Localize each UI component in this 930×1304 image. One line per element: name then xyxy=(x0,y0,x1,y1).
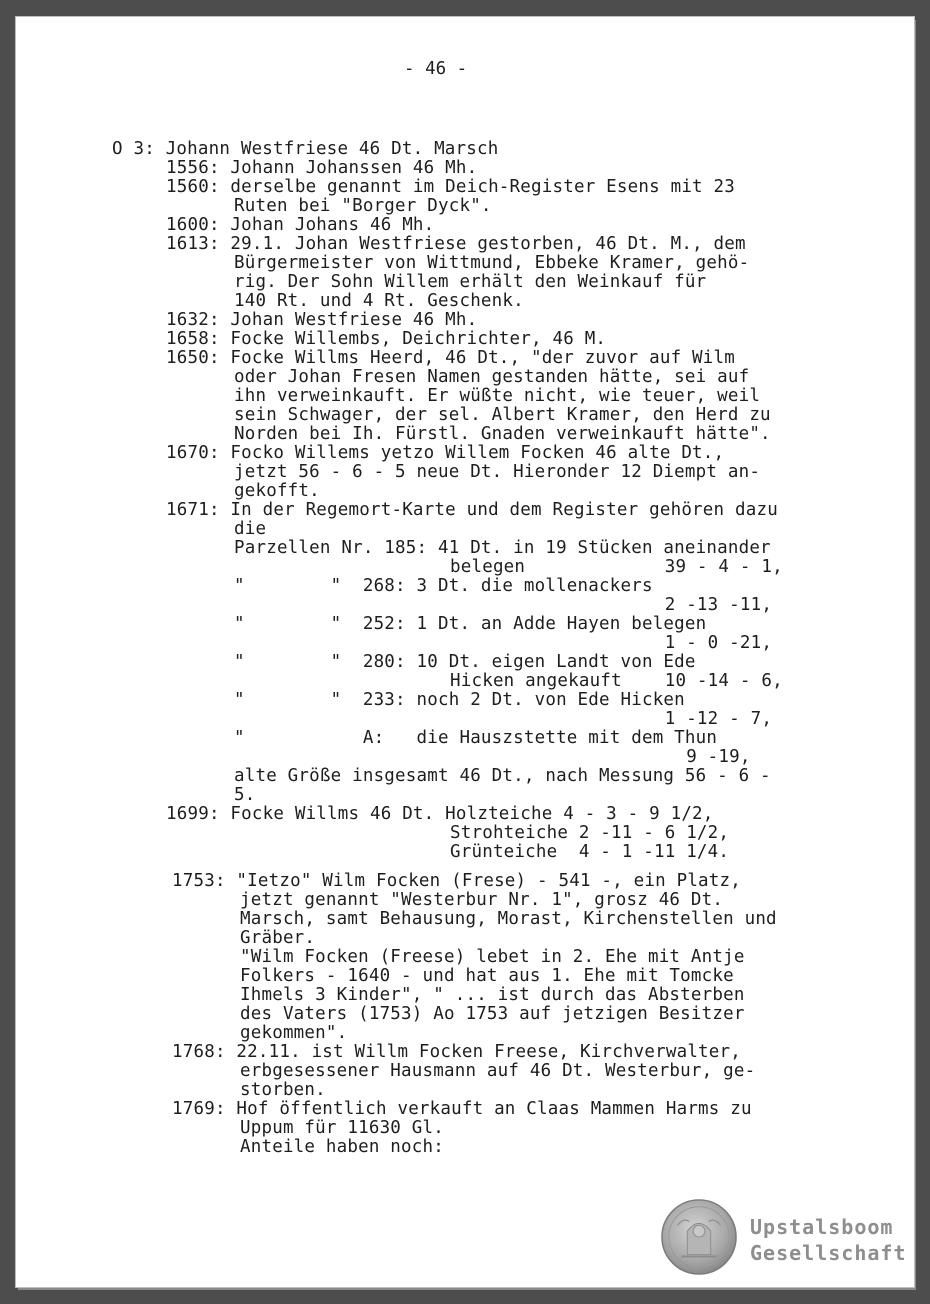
text-line: 1613: 29.1. Johan Westfriese gestorben, 46 Dt. M., dem xyxy=(166,234,746,254)
text-line: Parzellen Nr. 185: 41 Dt. in 19 Stücken aneinander xyxy=(234,538,771,558)
logo-line-1: Upstalsboom xyxy=(750,1215,894,1239)
text-line: 9 -19, xyxy=(450,747,751,767)
text-line: Uppum für 11630 Gl. xyxy=(240,1118,444,1138)
text-line: Hicken angekauft 10 -14 - 6, xyxy=(450,671,783,691)
logo-line-2: Gesellschaft xyxy=(750,1241,907,1265)
text-line: 1699: Focke Willms 46 Dt. Holzteiche 4 - 3 - 9 1/2, xyxy=(166,804,714,824)
text-line: 1670: Focko Willems yetzo Willem Focken 46 alte Dt., xyxy=(166,443,725,463)
text-line: 1671: In der Regemort-Karte und dem Register gehören dazu xyxy=(166,500,778,520)
text-line: Grünteiche 4 - 1 -11 1/4. xyxy=(450,842,730,862)
text-line: rig. Der Sohn Willem erhält den Weinkauf für xyxy=(234,272,707,292)
text-line: O 3: Johann Westfriese 46 Dt. Marsch xyxy=(112,139,499,159)
text-line: 1632: Johan Westfriese 46 Mh. xyxy=(166,310,478,330)
page-number: - 46 - xyxy=(404,59,468,79)
text-line: jetzt 56 - 6 - 5 neue Dt. Hieronder 12 Diempt an- xyxy=(234,462,761,482)
text-line: 1769: Hof öffentlich verkauft an Claas Mammen Harms zu xyxy=(172,1099,752,1119)
text-line: Folkers - 1640 - und hat aus 1. Ehe mit Tomcke xyxy=(240,966,734,986)
text-line: " " 252: 1 Dt. an Adde Hayen belegen xyxy=(234,614,707,634)
text-line: Ruten bei "Borger Dyck". xyxy=(234,196,492,216)
text-line: " " 280: 10 Dt. eigen Landt von Ede xyxy=(234,652,696,672)
text-line: 2 -13 -11, xyxy=(450,595,773,615)
text-line: des Vaters (1753) Ao 1753 auf jetzigen Besitzer xyxy=(240,1004,745,1024)
text-line: " A: die Hauszstette mit dem Thun xyxy=(234,728,718,748)
text-line: oder Johan Fresen Namen gestanden hätte, sei auf xyxy=(234,367,750,387)
text-line: " " 233: noch 2 Dt. von Ede Hicken xyxy=(234,690,685,710)
text-line: 1753: "Ietzo" Wilm Focken (Frese) - 541 -, ein Platz, xyxy=(172,871,742,891)
text-line: " " 268: 3 Dt. die mollenackers xyxy=(234,576,653,596)
text-line: Ihmels 3 Kinder", " ... ist durch das Absterben xyxy=(240,985,745,1005)
document-page xyxy=(16,17,914,1287)
text-line: gekofft. xyxy=(234,481,320,501)
text-line: 5. xyxy=(234,785,256,805)
text-line: erbgesessener Hausmann auf 46 Dt. Westerbur, ge- xyxy=(240,1061,756,1081)
text-line: storben. xyxy=(240,1080,326,1100)
text-line: Anteile haben noch: xyxy=(240,1137,444,1157)
text-line: 1560: derselbe genannt im Deich-Register Esens mit 23 xyxy=(166,177,736,197)
text-line: alte Größe insgesamt 46 Dt., nach Messung 56 - 6 - xyxy=(234,766,771,786)
text-line: Bürgermeister von Wittmund, Ebbeke Kramer, gehö- xyxy=(234,253,750,273)
text-line: 1556: Johann Johanssen 46 Mh. xyxy=(166,158,478,178)
text-line: sein Schwager, der sel. Albert Kramer, den Herd zu xyxy=(234,405,771,425)
text-line: Marsch, samt Behausung, Morast, Kirchenstellen und xyxy=(240,909,777,929)
text-line: 1768: 22.11. ist Willm Focken Freese, Kirchverwalter, xyxy=(172,1042,742,1062)
text-line: Strohteiche 2 -11 - 6 1/2, xyxy=(450,823,730,843)
text-line: 140 Rt. und 4 Rt. Geschenk. xyxy=(234,291,524,311)
text-line: Norden bei Ih. Fürstl. Gnaden verweinkauft hätte". xyxy=(234,424,771,444)
text-line: Gräber. xyxy=(240,928,316,948)
text-line: gekommen". xyxy=(240,1023,348,1043)
text-line: 1658: Focke Willembs, Deichrichter, 46 M. xyxy=(166,329,607,349)
text-line: die xyxy=(234,519,267,539)
text-line: ihn verweinkauft. Er wüßte nicht, wie teuer, weil xyxy=(234,386,761,406)
text-line: 1 - 0 -21, xyxy=(450,633,773,653)
text-line: belegen 39 - 4 - 1, xyxy=(450,557,783,577)
document-body xyxy=(16,17,914,1287)
text-line: 1600: Johan Johans 46 Mh. xyxy=(166,215,435,235)
society-seal-icon xyxy=(660,1198,738,1276)
text-line: 1 -12 - 7, xyxy=(450,709,773,729)
text-line: jetzt genannt "Westerbur Nr. 1", grosz 46 Dt. xyxy=(240,890,724,910)
text-line: "Wilm Focken (Freese) lebet in 2. Ehe mit Antje xyxy=(240,947,745,967)
text-line: 1650: Focke Willms Heerd, 46 Dt., "der zuvor auf Wilm xyxy=(166,348,736,368)
